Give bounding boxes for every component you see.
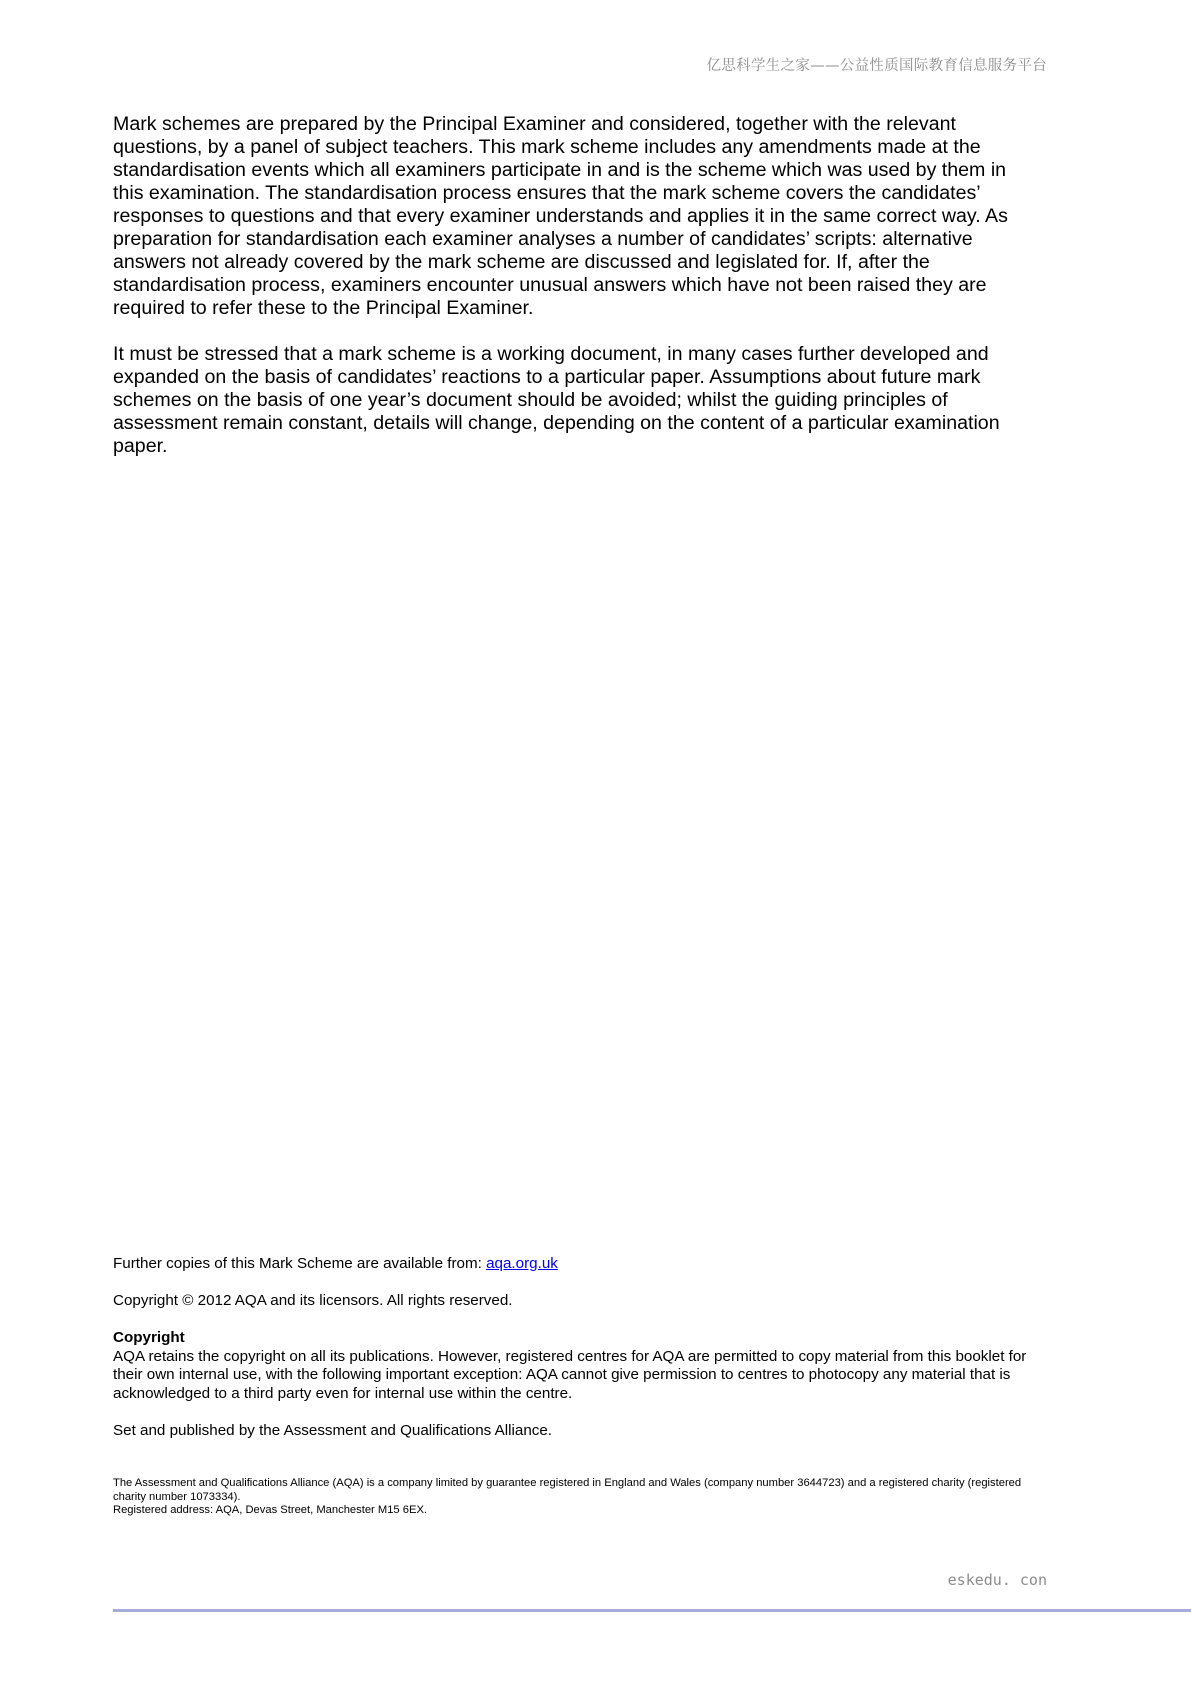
mark-scheme-intro — [113, 113, 1033, 481]
footer-divider — [113, 1609, 1191, 1612]
further-copies-line — [113, 1255, 1033, 1274]
further-copies-text: Further copies of this Mark Scheme are available from: — [113, 1255, 487, 1272]
intro-paragraph-1: Mark schemes are prepared by the Principal Examiner and considered, together with the relevant questions, by a panel of subject teachers. This mark scheme includes any amendments made at the standardisation events which all examiners participate in and is the scheme which was used by them in this examination. The standardisation process ensures that the mark scheme covers the candidates’ responses to questions and that every examiner understands and applies it in the same correct way. As preparation for standardisation each examiner analyses a number of candidates’ scripts: alternative answers not already covered by the mark scheme are discussed and legislated for. If, after the standardisation process, examiners encounter unusual answers which have not been raised they are required to refer these to the Principal Examiner. — [113, 113, 1008, 319]
copyright-body: AQA retains the copyright on all its publications. However, registered centres for AQA are permitted to copy material from this booklet for their own internal use, with the following important exception: AQA cannot give permission to centres to photocopy any material that is acknowledged to a third party even for internal use within the centre. — [113, 1347, 1027, 1402]
footer-watermark: eskedu. con — [947, 1571, 1047, 1589]
header-watermark: 亿思科学生之家——公益性质国际教育信息服务平台 — [706, 58, 1047, 74]
aqa-website-link[interactable]: aqa.org.uk — [486, 1255, 558, 1272]
registered-address-text: Registered address: AQA, Devas Street, Manchester M15 6EX. — [113, 1504, 428, 1517]
footer-block — [113, 1255, 1033, 1459]
copyright-line: Copyright © 2012 AQA and its licensors. All rights reserved. — [113, 1292, 513, 1309]
company-registration-text: The Assessment and Qualifications Alliance (AQA) is a company limited by guarantee registered in England and Wales (company number 3644723) and a registered charity (registered charity number 1073334). — [113, 1477, 1022, 1503]
intro-paragraph-2: It must be stressed that a mark scheme is a working document, in many cases further developed and expanded on the basis of candidates’ reactions to a particular paper. Assumptions about future mark schemes on the basis of one year’s document should be avoided; whilst the guiding principles of assessment remain constant, details will change, depending on the content of a particular examination paper. — [113, 343, 1000, 457]
copyright-heading: Copyright — [113, 1329, 185, 1346]
copyright-section — [113, 1329, 1033, 1403]
published-by-line: Set and published by the Assessment and Qualifications Alliance. — [113, 1421, 553, 1439]
small-print — [113, 1477, 1033, 1518]
